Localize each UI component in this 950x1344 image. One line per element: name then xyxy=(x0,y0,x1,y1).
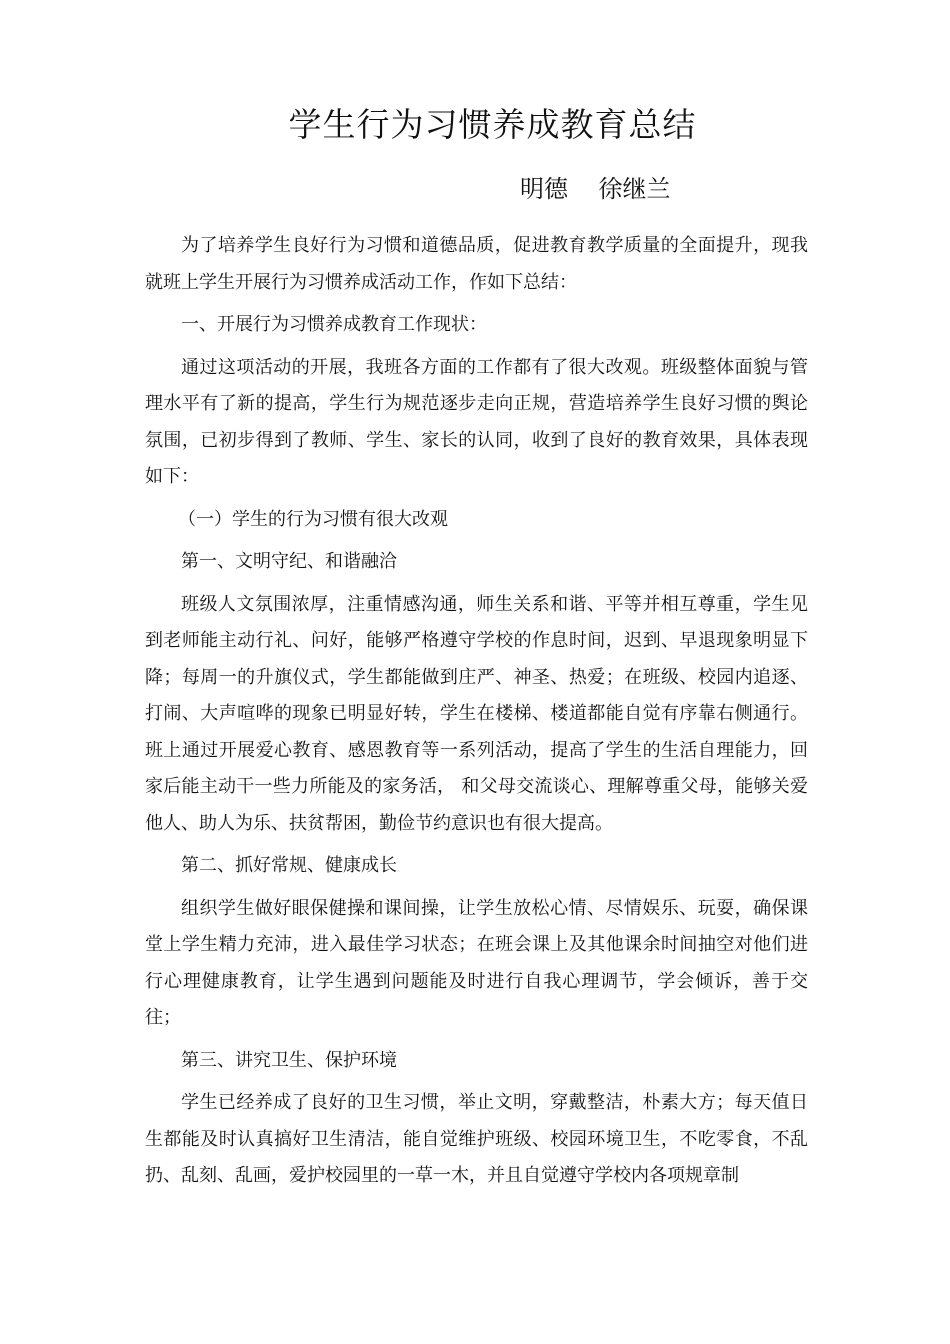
paragraph-point-3: 学生已经养成了良好的卫生习惯，举止文明，穿戴整洁，朴素大方；每天值日生都能及时认真搞好卫生清洁，能自觉维护班级、校园环境卫生，不吃零食，不乱扔、乱刻、乱画，爱护校园里的一草一木，并且自觉遵守学校内各项规章制 xyxy=(145,1092,808,1186)
paragraph-intro: 为了培养学生良好行为习惯和道德品质，促进教育教学质量的全面提升，现我就班上学生开展行为习惯养成活动工作，作如下总结： xyxy=(145,235,808,293)
paragraph-overview: 通过这项活动的开展，我班各方面的工作都有了很大改观。班级整体面貌与管理水平有了新的提高，学生行为规范逐步走向正规，营造培养学生良好习惯的舆论氛围，已初步得到了教师、学生、家长的认同，收到了良好的教育效果，具体表现如下： xyxy=(145,356,808,487)
subsection-heading: （一）学生的行为习惯有很大改观 xyxy=(178,508,448,530)
section-heading: 一、开展行为习惯养成教育工作现状： xyxy=(181,314,487,335)
document-title: 学生行为习惯养成教育总结 xyxy=(288,105,697,144)
paragraph-point-1: 班级人文氛围浓厚，注重情感沟通，师生关系和谐、平等并相互尊重，学生见到老师能主动行礼、问好，能够严格遵守学校的作息时间，迟到、早退现象明显下降；每周一的升旗仪式，学生都能做到庄严、神圣、热爱；在班级、校园内追逐、打闹、大声喧哗的现象已明显好转，学生在楼梯、楼道都能自觉有序靠右侧通行。班上通过开展爱心教育、感恩教育等一系列活动，提高了学生的生活自理能力，回家后能主动干一些力所能及的家务活， 和父母交流谈心、理解尊重父母，能够关爱他人、助人为乐、扶贫帮困，勤俭节约意识也有很大提高。 xyxy=(145,593,808,834)
point-heading-3: 第三、讲究卫生、保护环境 xyxy=(181,1049,397,1071)
paragraph-point-2: 组织学生做好眼保健操和课间操，让学生放松心情、尽情娱乐、玩耍，确保课堂上学生精力充沛，进入最佳学习状态；在班会课上及其他课余时间抽空对他们进行心理健康教育，让学生遇到问题能及时进行自我心理调节，学会倾诉，善于交往； xyxy=(145,897,808,1028)
document-body xyxy=(145,228,808,1201)
point-heading-1: 第一、文明守纪、和谐融洽 xyxy=(181,551,397,572)
author-line: 明德 徐继兰 xyxy=(520,175,671,203)
point-heading-2: 第二、抓好常规、健康成长 xyxy=(181,855,397,876)
